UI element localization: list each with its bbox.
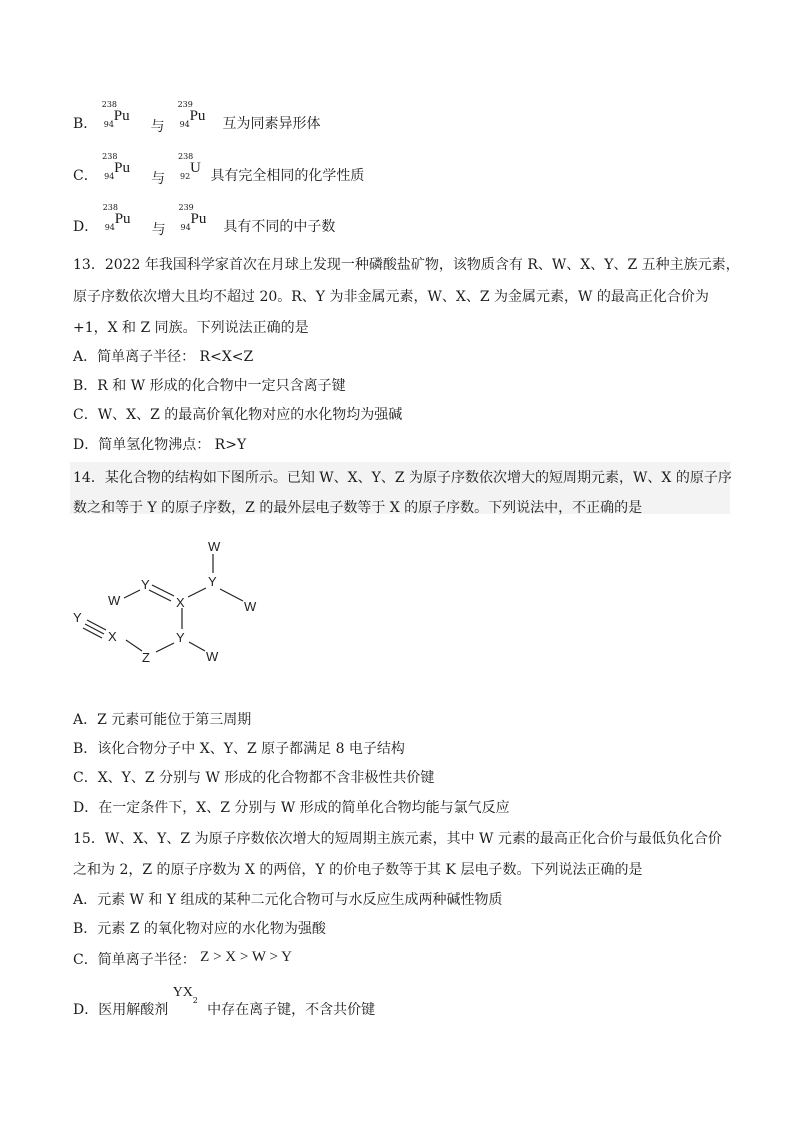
q15-option-a: A．元素 W 和 Y 组成的某种二元化合物可与水反应生成两种碱性物质 (73, 892, 503, 908)
connector-text: 与 (151, 171, 166, 187)
antacid-formula: YX 2 (172, 985, 198, 1005)
option-text-tail: 中存在离子键，不含共价键 (207, 1002, 376, 1018)
option-text: 互为同素异形体 (222, 116, 321, 132)
structure-diagram (70, 533, 270, 683)
atom-y-lower: Y (176, 630, 185, 645)
atom-w-right: W (244, 599, 257, 614)
ion-radius-formula: Z > X > W > Y (200, 949, 292, 965)
atom-x-ring: X (176, 595, 185, 610)
nuclide-a: 238 94 Pu (102, 152, 131, 181)
atom-w-left: W (108, 593, 121, 608)
q15-option-b: B．元素 Z 的氧化物对应的水化物为强酸 (73, 921, 326, 937)
q15-option-c (73, 951, 292, 969)
option-text: 具有完全相同的化学性质 (210, 168, 365, 184)
option-text: D．医用解酸剂 (73, 1002, 173, 1018)
nuclide-b: 239 94 Pu (178, 203, 207, 232)
q13-stem-line-2: 原子序数依次增大且均不超过 20。R、Y 为非金属元素，W、X、Z 为金属元素，W 的最高正化合价为 (73, 289, 709, 305)
nuclide-a: 238 94 Pu (102, 203, 131, 232)
q14-stem-line-2: 数之和等于 Y 的原子序数，Z 的最外层电子数等于 X 的原子序数。下列说法中，不正确的是 (73, 500, 643, 516)
q14-option-d: D．在一定条件下，X、Z 分别与 W 形成的简单化合物均能与氯气反应 (73, 800, 510, 816)
option-label: C． (73, 168, 98, 184)
option-text: C．简单离子半径： (73, 952, 196, 968)
q14-option-c: C．X、Y、Z 分别与 W 形成的化合物都不含非极性共价键 (73, 770, 435, 786)
option-text: 具有不同的中子数 (223, 219, 336, 235)
q15-stem-line-1: 15．W、X、Y、Z 为原子序数依次增大的短周期主族元素，其中 W 元素的最高正化合价与最低负化合价 (73, 831, 722, 847)
q15-stem-line-2: 之和为 2，Z 的原子序数为 X 的两倍，Y 的价电子数等于其 K 层电子数。下列说法正确的是 (73, 862, 643, 878)
q14-option-a: A．Z 元素可能位于第三周期 (73, 712, 252, 728)
option-label: B． (73, 116, 98, 132)
q13-stem-line-1: 13．2022 年我国科学家首次在月球上发现一种磷酸盐矿物，该物质含有 R、W、X、Y、Z 五种主族元素， (73, 257, 740, 273)
q12-option-b (73, 100, 321, 135)
q13-option-d: D．简单氢化物沸点： R>Y (73, 437, 247, 453)
nuclide-b: 238 92 U (177, 152, 201, 181)
option-label: D． (73, 219, 99, 235)
connector-text: 与 (150, 119, 165, 135)
q14-option-b: B．该化合物分子中 X、Y、Z 原子都满足 8 电子结构 (73, 741, 405, 757)
nuclide-b: 239 94 Pu (177, 100, 206, 129)
q12-option-c (73, 152, 365, 187)
atom-y-top: Y (208, 574, 217, 589)
q13-option-c: C．W、X、Z 的最高价氧化物对应的水化物均为强碱 (73, 407, 403, 423)
atom-w-lower: W (206, 649, 219, 664)
atom-y-terminal: Y (73, 610, 82, 625)
atom-y-ring-left: Y (141, 577, 150, 592)
q13-option-b: B．R 和 W 形成的化合物中一定只含离子键 (73, 378, 346, 394)
atom-w-top: W (208, 539, 221, 554)
atom-x-nitrile: X (108, 629, 117, 644)
atom-z: Z (142, 650, 150, 665)
q14-stem-line-1: 14．某化合物的结构如下图所示。已知 W、X、Y、Z 为原子序数依次增大的短周期元素，W、X 的原子序 (73, 470, 732, 486)
q15-option-d (73, 985, 376, 1019)
q13-option-a: A．简单离子半径： R<X<Z (73, 349, 254, 365)
nuclide-a: 238 94 Pu (101, 100, 130, 129)
q12-option-d (73, 203, 336, 238)
connector-text: 与 (151, 222, 166, 238)
q13-stem-line-3: +1，X 和 Z 同族。下列说法正确的是 (73, 320, 309, 336)
